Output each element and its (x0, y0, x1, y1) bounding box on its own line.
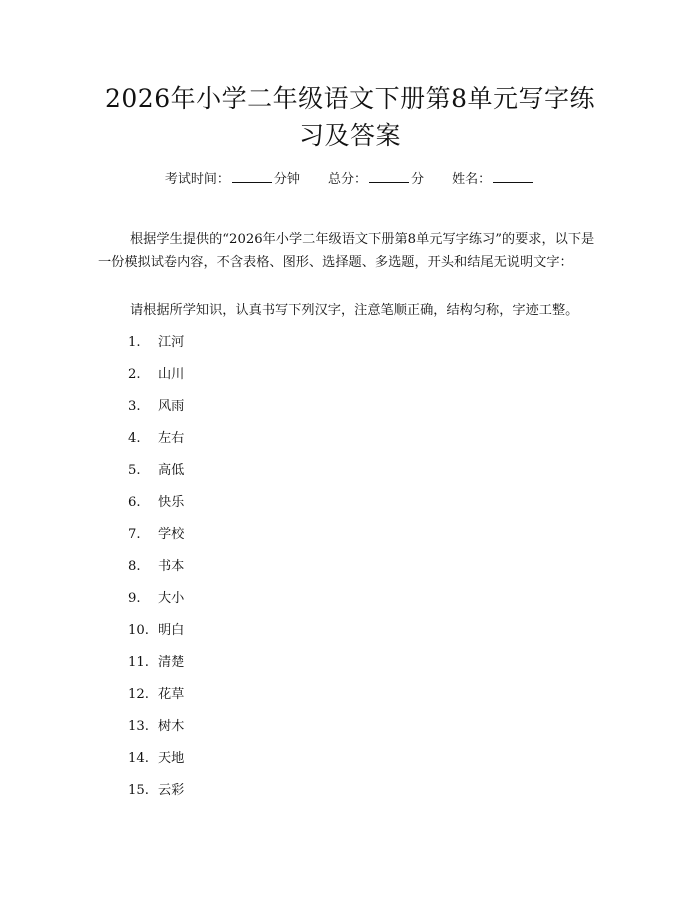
total-score-label: 总分： (327, 172, 367, 187)
list-item (128, 491, 184, 523)
instruction-paragraph: 请根据所学知识，认真书写下列汉字，注意笔顺正确，结构匀称，字迹工整。 (130, 303, 579, 318)
list-item-number: 4. (128, 431, 141, 446)
list-item (128, 683, 184, 715)
list-item-word: 天地 (158, 751, 185, 766)
list-item-number: 13. (128, 719, 149, 734)
list-item (128, 555, 184, 587)
list-item (128, 459, 184, 491)
list-item (128, 523, 184, 555)
list-item-number: 5. (128, 463, 141, 478)
list-item-number: 9. (128, 591, 141, 606)
list-item (128, 395, 184, 427)
total-score-blank (369, 170, 409, 183)
list-item-word: 高低 (158, 463, 185, 478)
list-item-number: 3. (128, 399, 141, 414)
total-score-unit: 分 (411, 172, 425, 187)
exam-time-unit: 分钟 (273, 172, 300, 187)
title-line-1: 2026年小学二年级语文下册第8单元写字练 (104, 84, 596, 113)
list-item-number: 15. (128, 783, 149, 798)
list-item-number: 2. (128, 367, 141, 382)
exam-time-blank (232, 170, 272, 183)
list-item (128, 715, 184, 747)
list-item-word: 清楚 (158, 655, 185, 670)
list-item-number: 14. (128, 751, 149, 766)
list-item-word: 风雨 (158, 399, 185, 414)
list-item-number: 10. (128, 623, 149, 638)
list-item-word: 大小 (158, 591, 185, 606)
list-item-number: 1. (128, 335, 141, 350)
student-name-blank (493, 170, 533, 183)
list-item-number: 8. (128, 559, 141, 574)
list-item-word: 山川 (158, 367, 185, 382)
word-list (128, 331, 184, 811)
student-name-label: 姓名： (452, 172, 492, 187)
list-item (128, 619, 184, 651)
list-item (128, 651, 184, 683)
list-item-word: 云彩 (158, 783, 185, 798)
student-name-field (452, 168, 535, 187)
list-item-word: 书本 (158, 559, 185, 574)
title-line-2: 习及答案 (298, 121, 401, 150)
exam-time-label: 考试时间： (164, 172, 230, 187)
list-item-word: 明白 (158, 623, 185, 638)
list-item (128, 427, 184, 459)
total-score-field (328, 168, 424, 187)
document-title (90, 80, 610, 154)
list-item-number: 7. (128, 527, 141, 542)
list-item-word: 江河 (158, 335, 185, 350)
list-item-word: 树木 (158, 719, 185, 734)
intro-paragraph: 根据学生提供的“2026年小学二年级语文下册第8单元写字练习”的要求，以下是一份模拟试卷内容，不含表格、图形、选择题、多选题，开头和结尾无说明文字： (98, 232, 595, 270)
list-item-number: 6. (128, 495, 141, 510)
list-item (128, 331, 184, 363)
list-item (128, 779, 184, 811)
exam-meta-line (0, 168, 700, 187)
exam-time-field (165, 168, 300, 187)
list-item (128, 363, 184, 395)
list-item-word: 快乐 (158, 495, 185, 510)
list-item-number: 12. (128, 687, 149, 702)
list-item-number: 11. (128, 655, 149, 670)
list-item-word: 花草 (158, 687, 185, 702)
list-item-word: 学校 (158, 527, 185, 542)
list-item (128, 587, 184, 619)
list-item (128, 747, 184, 779)
list-item-word: 左右 (158, 431, 185, 446)
